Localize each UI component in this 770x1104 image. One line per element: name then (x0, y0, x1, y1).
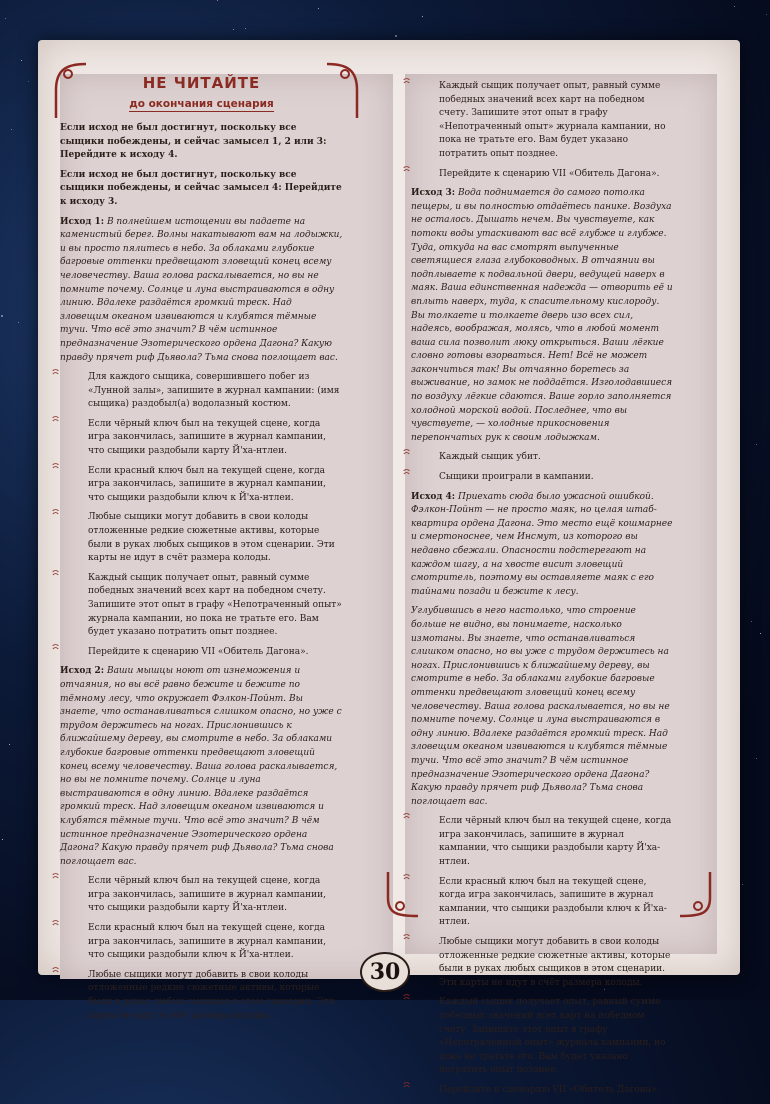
star (9, 744, 10, 745)
list-item-text: Если чёрный ключ был на текущей сцене, когда игра закончилась, запишите в журнал кампании, что сыщики раздобыли карту Й'ха-нтлеи. (439, 816, 672, 868)
star (751, 621, 752, 622)
list-item-text: Если чёрный ключ был на текущей сцене, когда игра закончилась, запишите в журнал кампании, что сыщики раздобыли карту Й'ха-нтлеи. (88, 876, 326, 914)
spiral-icon (411, 813, 429, 831)
spiral-icon (60, 873, 78, 891)
page-subtitle: до окончания сценария (129, 98, 274, 110)
list-item (411, 471, 673, 485)
list-item-text: Сыщики проиграли в кампании. (439, 472, 594, 483)
list-item-text: Любые сыщики могут добавить в свои колоды отложенные редкие сюжетные активы, которые были в руках любых сыщиков в этом сценарии. Эти карты не идут в счёт размера колоды. (88, 969, 335, 1021)
star (422, 16, 423, 17)
resolution-4-continued: Углубившись в него настолько, что строение больше не видно, вы понимаете, насколько измотаны. Вы знаете, что останавливаться слишком опасно, но вы уже с трудом держитесь на ногах. Прислонившись к ближайшему дереву, вы смотрите в небо. За облаками глубокие багровые оттенки предвещают зловещий конец всему человечеству. Ваша голова раскалывается, но вы не помните почему. Солнце и луна выстраиваются в одну линию. Вдалеке раздаётся громкий треск. Над зловещим океаном извиваются и клубятся тёмные тучи. Что всё это значит? В чём истинное предназначение Эзотерического ордена Дагона? Какую правду прячет риф Дьявола? Тьма снова поглощает вас. (411, 606, 670, 807)
list-item (60, 875, 343, 916)
list-item-text: Любые сыщики могут добавить в свои колоды отложенные редкие сюжетные активы, которые были в руках любых сыщиков в этом сценарии. Эти карты не идут в счёт размера колоды. (88, 512, 335, 564)
star (217, 0, 218, 1)
star (756, 758, 757, 759)
star (756, 444, 757, 445)
list-item (60, 418, 343, 459)
spiral-icon (411, 449, 429, 467)
list-item (60, 511, 343, 565)
star (5, 18, 6, 19)
spiral-icon (411, 469, 429, 487)
list-item (411, 168, 673, 182)
star (742, 884, 743, 885)
list-item (60, 465, 343, 506)
spiral-icon (60, 463, 78, 481)
page-title: НЕ ЧИТАЙТЕ (142, 74, 261, 92)
flourish-bottom-right-icon (678, 870, 718, 920)
resolution-label: Исход 4: (411, 491, 456, 502)
resolution-label: Исход 3: (411, 188, 456, 199)
left-column (60, 122, 343, 1029)
resolution-text: В полнейшем истощении вы падаете на каменистый берег. Волны накатывают вам на лодыжки, и вы просто пялитесь в небо. За облаками глубокие багровые оттенки предвещают зловещий конец всему человечеству. Ваша голова раскалывается, но вы не помните почему. Солнце и луна выстраиваются в одну линию. Вдалеке раздаётся громкий треск. Над зловещим океаном извиваются и клубятся тёмные тучи. Что всё это значит? В чём истинное предназначение Эзотерического ордена Дагона? Какую правду прячет риф Дьявола? Тьма снова поглощает вас. (60, 216, 343, 363)
list-item-text: Перейдите к сценарию VII «Обитель Дагона». (439, 1084, 660, 1095)
page-number: 30 (360, 952, 410, 992)
star (395, 35, 397, 37)
star (760, 633, 761, 634)
list-item (411, 80, 673, 162)
resolution-label: Исход 1: (60, 216, 105, 227)
spiral-icon (411, 78, 429, 96)
list-item-text: Если красный ключ был на текущей сцене, когда игра закончилась, запишите в журнал кампании, что сыщики раздобыли ключ к Й'ха-нтлеи. (439, 876, 667, 928)
list-item (60, 371, 343, 412)
star (1, 315, 3, 317)
star (28, 81, 29, 82)
spiral-icon (411, 166, 429, 184)
list-item (60, 646, 343, 660)
list-item-text: Для каждого сыщика, совершившего побег из «Лунной залы», запишите в журнал кампании: (имя сыщика) раздобыл(а) водолазный костюм. (88, 372, 340, 410)
resolution-label: Исход 2: (60, 666, 105, 677)
list-item (60, 572, 343, 640)
spiral-icon (411, 934, 429, 952)
star (734, 6, 735, 7)
resolution-text: Приехать сюда было ужасной ошибкой. Фэлкон-Пойнт — не просто маяк, но целая штаб-квартира ордена Дагона. Это место ещё кошмарнее и смертоноснее, чем Инсмут, из которого вы недавно сбежали. Опасности подстерегают на каждом шагу, а на хвосте висит зловещий смотритель, поэтому вы оставляете маяк с его тайнами позади и бежите к лесу. (411, 491, 673, 597)
resolution-text: Ваши мышцы ноют от изнеможения и отчаяния, но вы всё равно бежите и бежите по тёмному лесу, что окружает Фэлкон-Пойнт. Вы знаете, что останавливаться слишком опасно, но уже с трудом держитесь на ногах. Прислонившись к ближайшему дереву, вы смотрите в небо. За облаками глубокие багровые оттенки предвещают зловещий конец всему человечеству. Ваша голова раскалывается, но вы не помните почему. Солнце и луна выстраиваются в одну линию. Вдалеке раздаётся громкий треск. Над зловещим океаном извиваются и клубятся тёмные тучи. Что всё это значит? В чём истинное предназначение Эзотерического ордена Дагона? Какую правду прячет риф Дьявола? Тьма снова поглощает вас. (60, 666, 342, 867)
spiral-icon (411, 874, 429, 892)
spiral-icon (60, 644, 78, 662)
right-column (411, 80, 673, 1104)
list-item-text: Если красный ключ был на текущей сцене, когда игра закончилась, запишите в журнал кампании, что сыщики раздобыли ключ к Й'ха-нтлеи. (88, 465, 326, 503)
star (11, 129, 12, 130)
star (21, 60, 22, 61)
resolution-1 (60, 216, 343, 366)
spiral-icon (60, 509, 78, 527)
list-item (411, 1084, 673, 1098)
intro-paragraph-1: Если исход не был достигнут, поскольку все сыщики побеждены, и сейчас замысел 1, 2 или 3: Перейдите к исходу 4. (60, 123, 327, 161)
spiral-icon (60, 920, 78, 938)
star (766, 14, 767, 15)
star (18, 322, 19, 323)
star (2, 839, 3, 840)
resolution-4 (411, 491, 673, 600)
list-item (411, 876, 673, 930)
spiral-icon (411, 1082, 429, 1100)
list-item (411, 996, 673, 1078)
list-item-text: Каждый сыщик получает опыт, равный сумме победных значений всех карт на победном счету. Запишите этот опыт в графу «Непотраченный опыт» журнала кампании, но пока не тратьте его. Вам будет указано потратить опыт позднее. (439, 81, 666, 159)
spiral-icon (60, 967, 78, 985)
list-item-text: Перейдите к сценарию VII «Обитель Дагона». (439, 168, 660, 179)
star (318, 8, 319, 9)
star (233, 29, 234, 30)
list-item (60, 969, 343, 1023)
spiral-icon (60, 570, 78, 588)
list-item (411, 451, 673, 465)
list-item (60, 922, 343, 963)
list-item-text: Любые сыщики могут добавить в свои колоды отложенные редкие сюжетные активы, которые были в руках любых сыщиков в этом сценарии. Эти карты не идут в счёт размера колоды. (439, 937, 671, 988)
resolution-text: Вода поднимается до самого потолка пещеры, и вы полностью отдаётесь панике. Воздуха не осталось. Дышать нечем. Вы чувствуете, как потоки воды утаскивают вас всё глубже и глубже. Туда, откуда на вас смотрят выпученные светящиеся глаза глубоководных. В отчаянии вы подплываете к подвальной двери, ведущей наверх в маяк. Ваша единственная надежда — отворить её и вплыть наверх, туда, к спасительному кислороду. Вы толкаете и толкаете дверь изо всех сил, надеясь, воображая, молясь, что в любой момент ваша сила позволит люку открыться. Ваши лёгкие словно готовы взорваться. Нет! Всё не может закончиться так! Вы отчаянно боретесь за выживание, но замок не поддаётся. Изголодавшиеся по воздуху лёгкие сдаются. Ваше горло заполняется холодной морской водой. Последнее, что вы чувствуете, — холодные прикосновения перепончатых рук к своим лодыжкам. (411, 188, 673, 443)
list-item-text: Если чёрный ключ был на текущей сцене, когда игра закончилась, запишите в журнал кампании, что сыщики раздобыли карту Й'ха-нтлеи. (88, 418, 326, 457)
resolution-3 (411, 187, 673, 445)
list-item-text: Каждый сыщик убит. (439, 452, 541, 463)
spiral-icon (60, 369, 78, 387)
spiral-icon (411, 994, 429, 1012)
spiral-icon (60, 416, 78, 434)
star (245, 28, 246, 29)
resolution-2 (60, 665, 343, 869)
list-item-text: Перейдите к сценарию VII «Обитель Дагона». (88, 646, 309, 657)
list-item-text: Если красный ключ был на текущей сцене, когда игра закончилась, запишите в журнал кампании, что сыщики раздобыли ключ к Й'ха-нтлеи. (88, 923, 326, 961)
list-item (411, 815, 673, 869)
list-item (411, 936, 673, 990)
list-item-text: Каждый сыщик получает опыт, равный сумме победных значений всех карт на победном счету. Запишите этот опыт в графу «Непотраченный опыт» журнала кампании, но пока не тратьте его. Вам будет указано потратить опыт позднее. (88, 572, 342, 638)
header (60, 74, 343, 112)
intro-paragraph-2: Если исход не был достигнут, поскольку все сыщики побеждены, и сейчас замысел 4: Перейдите к исходу 3. (60, 169, 342, 207)
list-item-text: Каждый сыщик получает опыт, равный сумме победных значений всех карт на победном счету. Запишите этот опыт в графу «Непотраченный опыт» журнала кампании, но пока не тратьте его. Вам будет указано потратить опыт позднее. (439, 997, 666, 1076)
